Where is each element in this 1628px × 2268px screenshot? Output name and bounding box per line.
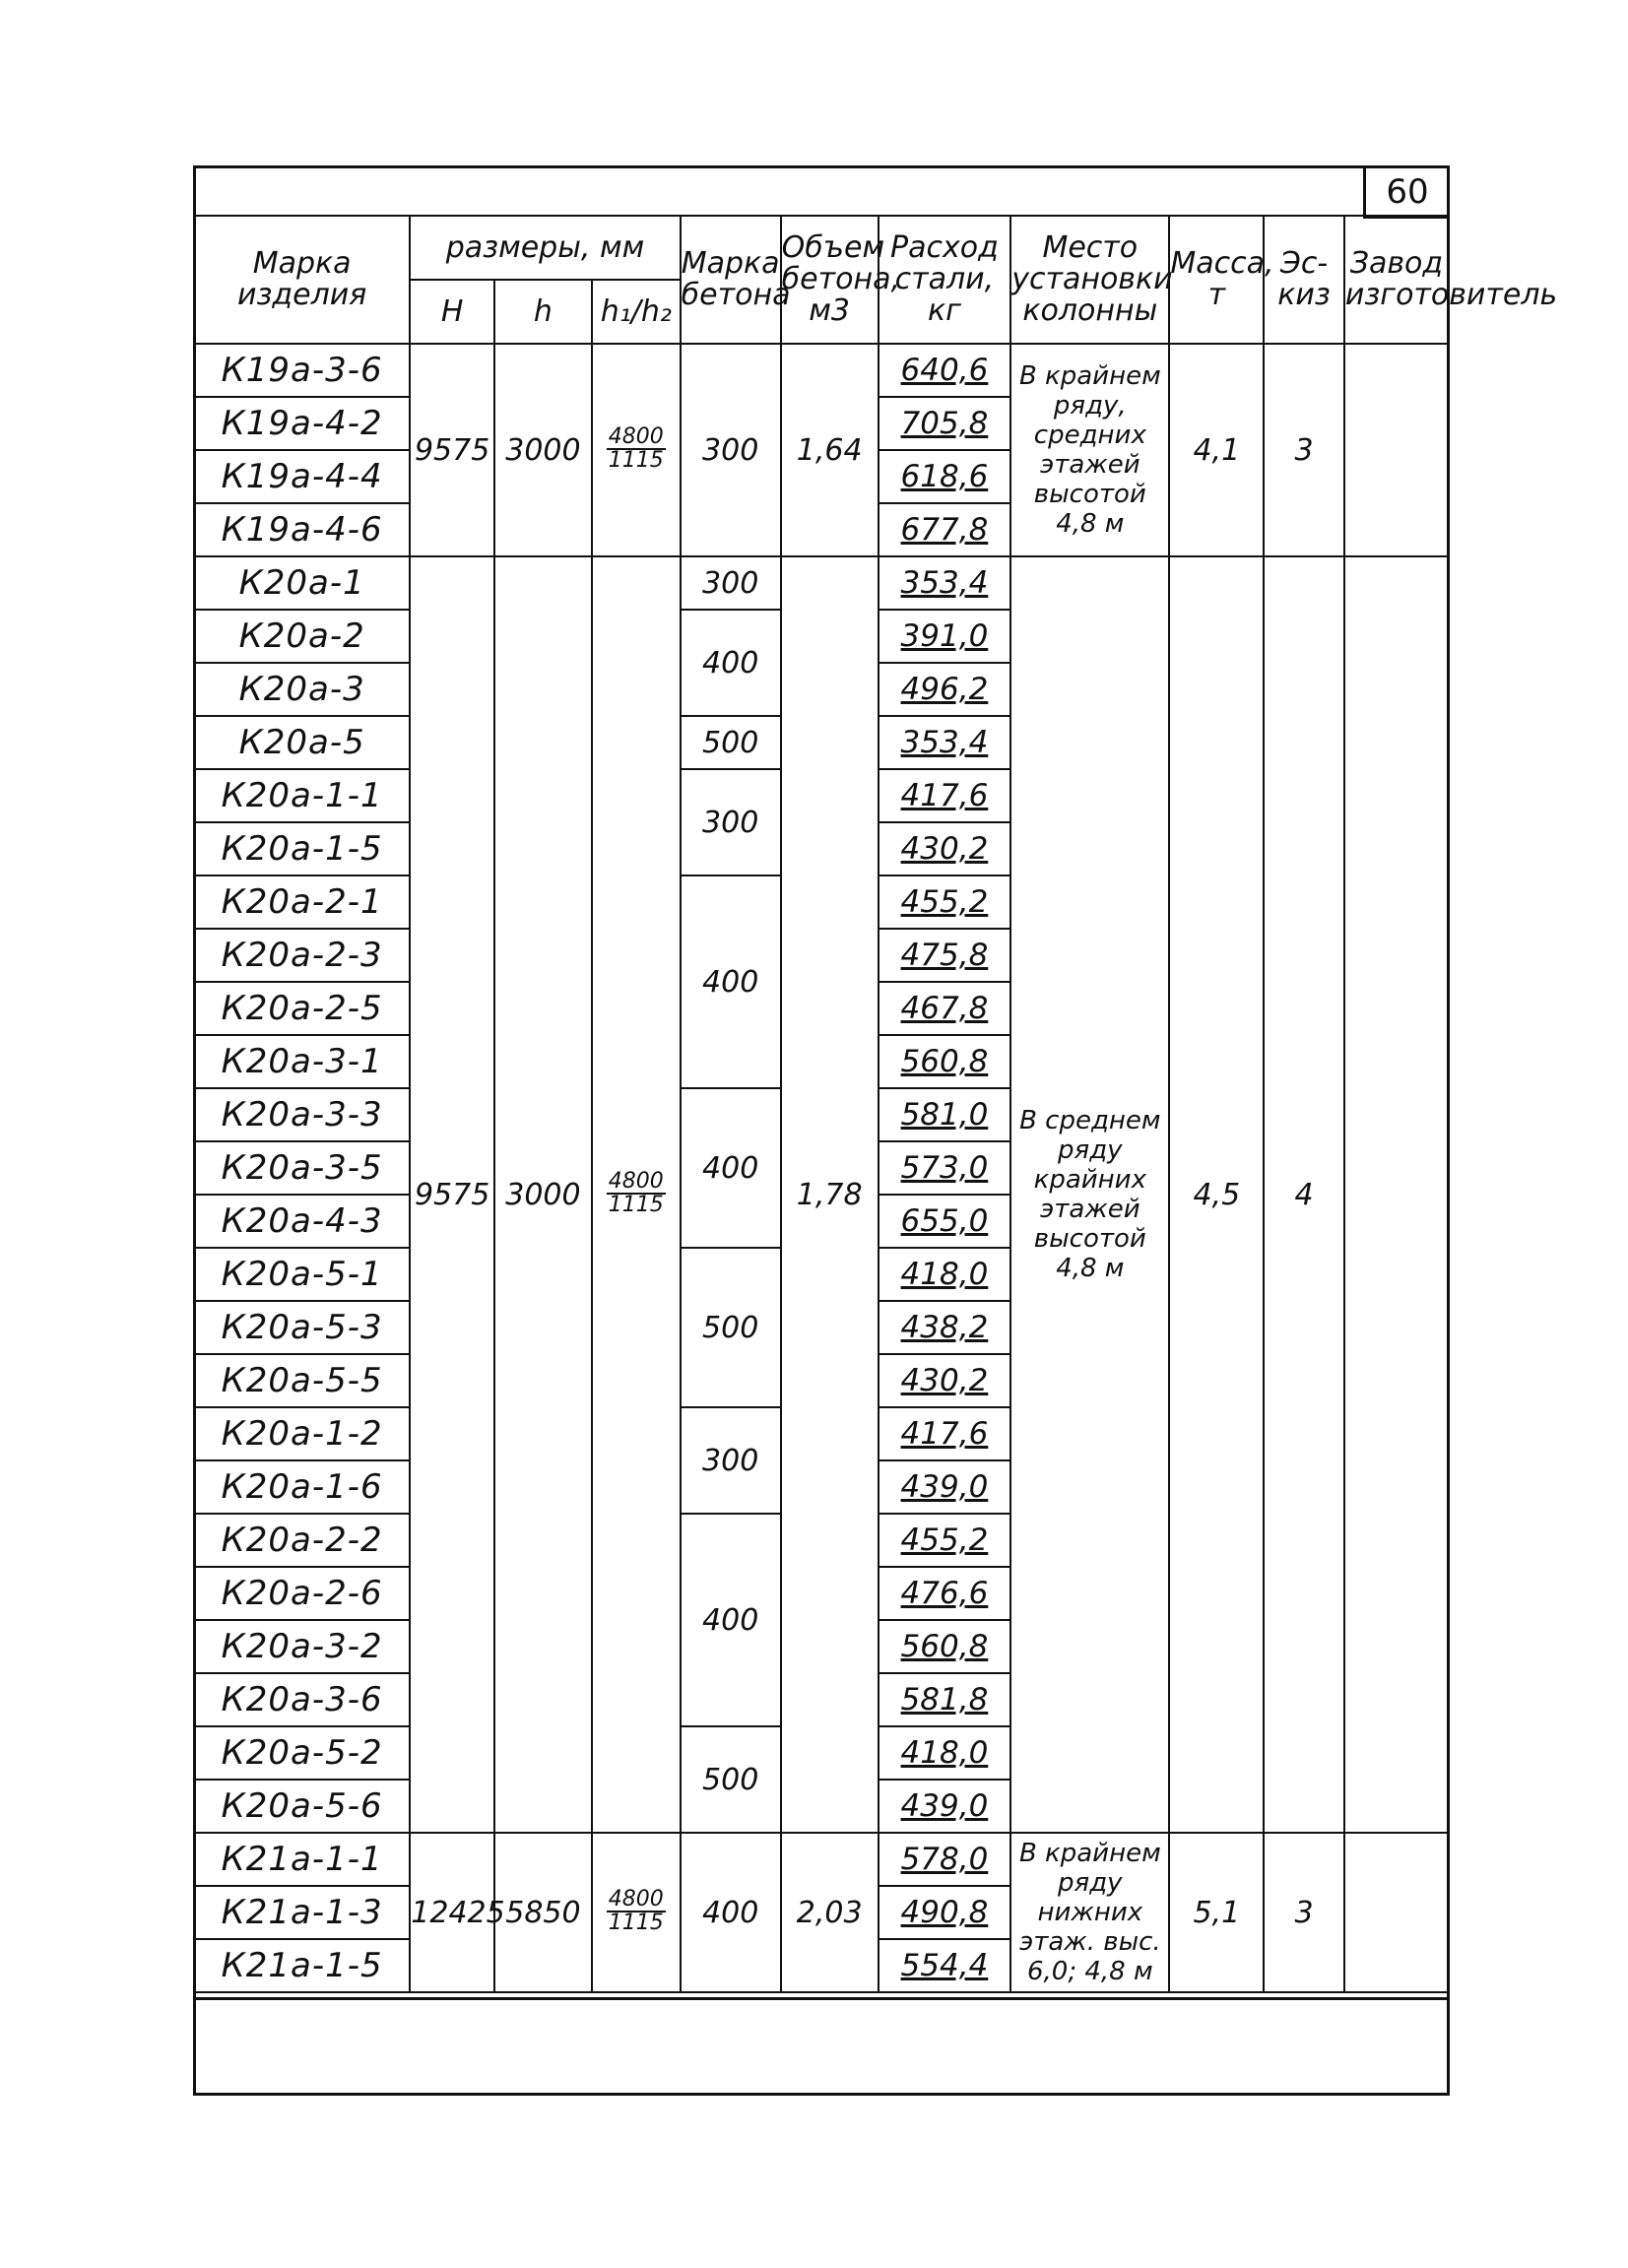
header-sketch: Эс-киз [1264, 216, 1344, 344]
product-mark: К20а-1-2 [194, 1407, 410, 1460]
product-mark: К19а-4-2 [194, 397, 410, 450]
steel-consumption: 439,0 [879, 1780, 1011, 1833]
ratio-numerator: 4800 [608, 1168, 664, 1194]
product-mark: К21а-1-1 [194, 1833, 410, 1886]
product-mark: К20а-5-1 [194, 1248, 410, 1301]
steel-consumption: 560,8 [879, 1035, 1011, 1088]
header-row-1 [194, 216, 1449, 280]
header-h: h [494, 280, 592, 344]
steel-consumption: 455,2 [879, 875, 1011, 929]
header-mass: Масса, т [1169, 216, 1264, 344]
sketch-number: 4 [1264, 556, 1344, 1833]
header-factory: Завод изготовитель [1344, 216, 1449, 344]
product-mark: К20а-5-5 [194, 1354, 410, 1407]
concrete-grade: 500 [681, 1248, 781, 1407]
steel-consumption: 467,8 [879, 982, 1011, 1035]
concrete-grade: 400 [681, 875, 781, 1088]
product-mark: К20а-3 [194, 663, 410, 716]
header-placement: Место установки колонны [1010, 216, 1169, 344]
product-mark: К20а-3-3 [194, 1088, 410, 1141]
concrete-grade: 500 [681, 716, 781, 769]
product-mark: К20а-2 [194, 610, 410, 663]
steel-consumption: 418,0 [879, 1248, 1011, 1301]
product-mark: К20а-4-3 [194, 1195, 410, 1248]
steel-consumption: 578,0 [879, 1833, 1011, 1886]
steel-consumption: 418,0 [879, 1726, 1011, 1780]
product-mark: К20а-1-6 [194, 1460, 410, 1514]
sketch-number: 3 [1264, 1833, 1344, 1992]
steel-consumption: 554,4 [879, 1939, 1011, 1992]
product-mark: К20а-3-6 [194, 1673, 410, 1726]
steel-consumption: 655,0 [879, 1195, 1011, 1248]
height-ratio-fraction [607, 423, 666, 473]
header-h-ratio: h₁/h₂ [592, 280, 681, 344]
height-ratio-fraction [607, 1168, 666, 1217]
header-H: H [410, 280, 494, 344]
steel-consumption: 705,8 [879, 397, 1011, 450]
size-H: 9575 [410, 556, 494, 1833]
product-mark: К20а-3-2 [194, 1620, 410, 1673]
concrete-grade: 300 [681, 556, 781, 610]
product-mark: К20а-5 [194, 716, 410, 769]
size-h: 5850 [494, 1833, 592, 1992]
concrete-grade: 300 [681, 344, 781, 556]
concrete-volume: 1,64 [781, 344, 879, 556]
concrete-grade: 400 [681, 1514, 781, 1726]
product-mark: К20а-2-3 [194, 929, 410, 982]
steel-consumption: 618,6 [879, 450, 1011, 503]
steel-consumption: 391,0 [879, 610, 1011, 663]
product-mark: К20а-2-2 [194, 1514, 410, 1567]
table-row [194, 1833, 1449, 1886]
product-mark: К19а-3-6 [194, 344, 410, 397]
steel-consumption: 581,0 [879, 1088, 1011, 1141]
size-h: 3000 [494, 344, 592, 556]
placement-note: В крайнем ряду нижних этаж. выс. 6,0; 4,8 м [1010, 1833, 1169, 1992]
steel-consumption: 353,4 [879, 716, 1011, 769]
concrete-grade: 500 [681, 1726, 781, 1833]
product-mark: К20а-1-1 [194, 769, 410, 822]
steel-consumption: 560,8 [879, 1620, 1011, 1673]
page-number: 60 [1363, 168, 1449, 219]
sketch-number: 3 [1264, 344, 1344, 556]
steel-consumption: 496,2 [879, 663, 1011, 716]
product-mark: К20а-2-1 [194, 875, 410, 929]
steel-consumption: 640,6 [879, 344, 1011, 397]
product-mark: К20а-3-5 [194, 1141, 410, 1195]
steel-consumption: 455,2 [879, 1514, 1011, 1567]
product-mark: К20а-2-6 [194, 1567, 410, 1620]
steel-consumption: 430,2 [879, 822, 1011, 875]
product-mark: К21а-1-5 [194, 1939, 410, 1992]
mass-value: 4,1 [1169, 344, 1264, 556]
ratio-numerator: 4800 [608, 1886, 664, 1912]
height-ratio-fraction [607, 1886, 666, 1935]
product-mark: К20а-5-2 [194, 1726, 410, 1780]
steel-consumption: 438,2 [879, 1301, 1011, 1354]
steel-consumption: 581,8 [879, 1673, 1011, 1726]
steel-consumption: 430,2 [879, 1354, 1011, 1407]
placement-note: В крайнем ряду, средних этажей высотой 4,8 м [1010, 344, 1169, 556]
concrete-grade: 400 [681, 1833, 781, 1992]
steel-consumption: 417,6 [879, 1407, 1011, 1460]
ratio-denominator: 1115 [608, 1192, 664, 1217]
concrete-grade: 400 [681, 1088, 781, 1248]
steel-consumption: 573,0 [879, 1141, 1011, 1195]
header-sizes: размеры, мм [410, 216, 680, 280]
concrete-volume: 1,78 [781, 556, 879, 1833]
mass-value: 5,1 [1169, 1833, 1264, 1992]
product-mark: К19а-4-4 [194, 450, 410, 503]
ratio-denominator: 1115 [608, 1910, 664, 1935]
concrete-volume: 2,03 [781, 1833, 879, 1992]
product-mark: К20а-5-6 [194, 1780, 410, 1833]
product-mark: К20а-3-1 [194, 1035, 410, 1088]
steel-consumption: 353,4 [879, 556, 1011, 610]
column-specification-table [193, 215, 1558, 1993]
size-H: 12425 [410, 1833, 494, 1992]
ratio-numerator: 4800 [608, 423, 664, 449]
steel-consumption: 439,0 [879, 1460, 1011, 1514]
steel-consumption: 417,6 [879, 769, 1011, 822]
header-concrete-volume: Объем бетона, м3 [781, 216, 879, 344]
size-H: 9575 [410, 344, 494, 556]
product-mark: К20а-1 [194, 556, 410, 610]
header-mark: Марка изделия [194, 216, 410, 344]
ratio-denominator: 1115 [608, 447, 664, 473]
concrete-grade: 400 [681, 610, 781, 716]
size-h-ratio [592, 344, 681, 556]
steel-consumption: 677,8 [879, 503, 1011, 556]
factory-cell [1344, 556, 1449, 1833]
size-h-ratio [592, 1833, 681, 1992]
product-mark: К20а-1-5 [194, 822, 410, 875]
steel-consumption: 490,8 [879, 1886, 1011, 1939]
factory-cell [1344, 344, 1449, 556]
size-h: 3000 [494, 556, 592, 1833]
factory-cell [1344, 1833, 1449, 1992]
concrete-grade: 300 [681, 1407, 781, 1514]
product-mark: К20а-2-5 [194, 982, 410, 1035]
table-row [194, 344, 1449, 397]
steel-consumption: 475,8 [879, 929, 1011, 982]
mass-value: 4,5 [1169, 556, 1264, 1833]
product-mark: К19а-4-6 [194, 503, 410, 556]
table-row [194, 556, 1449, 610]
concrete-grade: 300 [681, 769, 781, 875]
footer-divider [193, 1997, 1450, 2000]
placement-note: В среднем ряду крайних этажей высотой 4,8 м [1010, 556, 1169, 1833]
product-mark: К20а-5-3 [194, 1301, 410, 1354]
size-h-ratio [592, 556, 681, 1833]
header-steel: Расход стали, кг [879, 216, 1011, 344]
header-concrete-grade: Марка бетона [681, 216, 781, 344]
steel-consumption: 476,6 [879, 1567, 1011, 1620]
product-mark: К21а-1-3 [194, 1886, 410, 1939]
